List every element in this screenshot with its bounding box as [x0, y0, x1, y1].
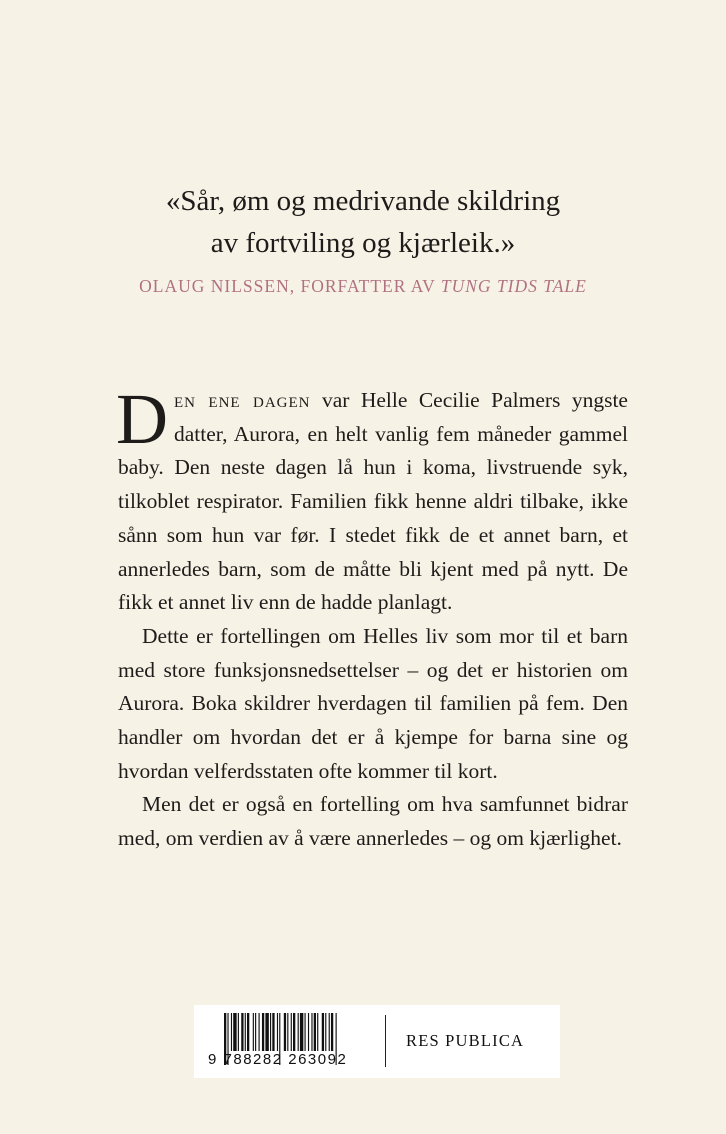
barcode-bar [272, 1013, 274, 1051]
description-paragraph-2: Dette er fortellingen om Helles liv som mor til et barn med store funksjonsnedsettelser – og det er historien om Aurora. Boka skildrer hverdagen til familien på fem. Den handler om hvordan det er å kjempe for barna sine og hvordan velferdsstaten ofte kommer til kort. [118, 623, 628, 783]
barcode-panel [194, 1005, 560, 1078]
barcode-bar [322, 1013, 324, 1051]
description-paragraph-1 [116, 379, 628, 620]
barcode-bar [305, 1013, 306, 1051]
paragraph-1-text: var Helle Cecilie Palmers yngste datter, Aurora, en helt vanlig fem måneder gammel baby. Den neste dagen lå hun i koma, livstruende syk, tilkoblet respirator. Familien fikk henne aldri tilbake, ikke sånn som hun var før. I stedet fikk de et annet barn, et annerledes barn, som de måtte bli kjent med på nytt. De fikk et annet liv enn de hadde planlagt. [118, 388, 628, 615]
quote-line-2: av fortviling og kjærleik.» [210, 227, 516, 259]
barcode-bar [262, 1013, 264, 1051]
blurb-quote [0, 180, 726, 264]
barcode-bar [329, 1013, 330, 1051]
barcode-bar [245, 1013, 246, 1051]
barcode-bar [325, 1013, 326, 1051]
barcode-bar [259, 1013, 260, 1051]
barcode-bar [247, 1013, 249, 1051]
publisher-name: RES PUBLICA [406, 1031, 525, 1050]
barcode-bar [298, 1013, 299, 1051]
barcode-bar [308, 1013, 309, 1051]
barcode-bar [231, 1013, 232, 1051]
barcode-bar [265, 1013, 268, 1051]
barcode-bar [233, 1013, 236, 1051]
barcode-bar [270, 1013, 271, 1051]
barcode-bar [314, 1013, 316, 1051]
barcode-bar [238, 1013, 239, 1051]
barcode-bar [287, 1013, 288, 1051]
description-paragraph-3: Men det er også en fortelling om hva samfunnet bidrar med, om verdien av å være annerledes – og om kjærlighet. [118, 792, 628, 851]
barcode-bar [293, 1013, 295, 1051]
isbn-number: 9 788282 263092 [208, 1051, 348, 1068]
barcode-bar [241, 1013, 243, 1051]
barcode-bar [317, 1013, 318, 1051]
barcode-bar [253, 1013, 254, 1051]
barcode-bar [331, 1013, 333, 1051]
opening-small-caps: en ene dagen [174, 388, 311, 412]
quote-attribution [0, 276, 726, 297]
barcode-bar [300, 1013, 303, 1051]
barcode-bar [255, 1013, 256, 1051]
drop-cap: D [116, 379, 168, 459]
quote-line-1: «Sår, øm og medrivande skildring [165, 185, 561, 217]
attribution-author: OLAUG NILSSEN, FORFATTER AV [139, 276, 441, 296]
barcode-bar [277, 1013, 278, 1051]
barcode-bar [284, 1013, 286, 1051]
barcode-bar [291, 1013, 292, 1051]
book-description [116, 379, 628, 856]
barcode-bar [311, 1013, 312, 1051]
barcode-divider [385, 1015, 386, 1067]
attribution-book-title: TUNG TIDS TALE [440, 276, 587, 296]
